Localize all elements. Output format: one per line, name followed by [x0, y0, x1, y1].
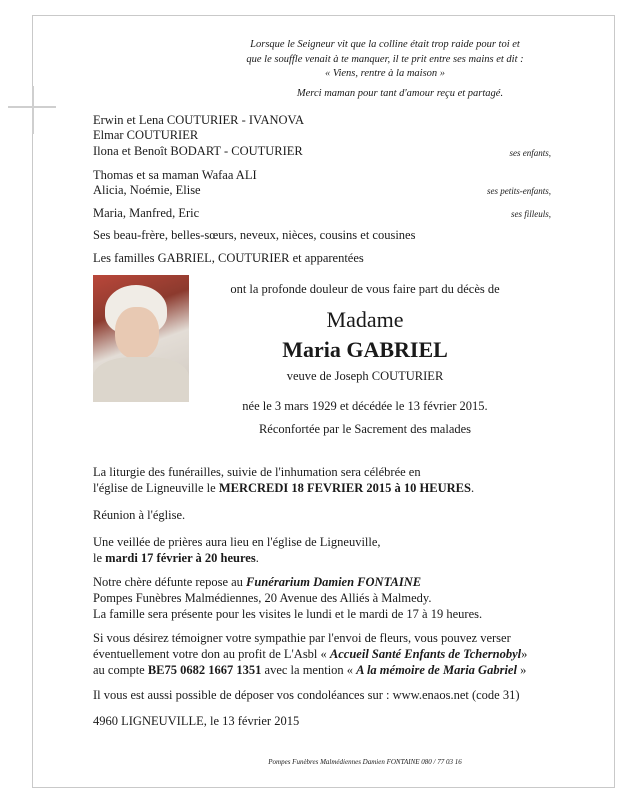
donation-line-1: Si vous désirez témoigner votre sympathie par l'envoi de fleurs, vous pouvez verser — [93, 631, 511, 645]
widow-line: veuve de Joseph COUTURIER — [286, 369, 444, 383]
meeting-line: Réunion à l'église. — [93, 508, 186, 522]
portrait-photo — [93, 275, 189, 402]
deceased-title: Madame — [326, 307, 404, 332]
family-line-4: Thomas et sa maman Wafaa ALI — [93, 168, 257, 182]
vigil-line-1: Une veillée de prières aura lieu en l'église de Ligneuville, — [93, 535, 381, 549]
liturgy-line-2: l'église de Ligneuville le MERCREDI 18 FEVRIER 2015 à 10 HEURES. — [93, 481, 475, 495]
poem-quote — [210, 38, 560, 82]
donation-line-3: au compte BE75 0682 1667 1351 avec la mention « A la mémoire de Maria Gabriel » — [93, 663, 527, 677]
family-line-8: Les familles GABRIEL, COUTURIER et apparentées — [93, 251, 364, 265]
rest-line-3: La famille sera présente pour les visites le lundi et le mardi de 17 à 19 heures. — [93, 607, 483, 621]
liturgy-line-1: La liturgie des funérailles, suivie de l'inhumation sera célébrée en — [93, 465, 421, 479]
funeral-home-footer: Pompes Funèbres Malmédiennes Damien FONTAINE 080 / 77 03 16 — [268, 758, 462, 766]
deceased-name: Maria GABRIEL — [282, 337, 448, 362]
family-line-6: Maria, Manfred, Eric — [93, 206, 200, 220]
rest-line-1: Notre chère défunte repose au Funérarium Damien FONTAINE — [93, 575, 422, 589]
quote-line-2: que le souffle venait à te manquer, il te prit entre ses mains et dit : — [246, 53, 524, 65]
family-line-5: Alicia, Noémie, Elise — [93, 183, 201, 197]
sacrament-line: Réconfortée par le Sacrement des malades — [258, 422, 472, 436]
family-line-1: Erwin et Lena COUTURIER - IVANOVA — [93, 113, 304, 127]
thanks-line: Merci maman pour tant d'amour reçu et partagé. — [296, 88, 504, 99]
relation-grandchildren: ses petits-enfants, — [487, 186, 551, 196]
announcement-intro: ont la profonde douleur de vous faire part du décès de — [230, 282, 500, 296]
family-line-2: Elmar COUTURIER — [93, 128, 199, 142]
rest-line-2: Pompes Funèbres Malmédiennes, 20 Avenue des Alliés à Malmedy. — [93, 591, 432, 605]
condolences-line: Il vous est aussi possible de déposer vos condoléances sur : www.enaos.net (code 31) — [93, 688, 520, 702]
vigil-line-2: le mardi 17 février à 20 heures. — [93, 551, 259, 565]
place-date-line: 4960 LIGNEUVILLE, le 13 février 2015 — [93, 714, 300, 728]
cross-icon — [32, 86, 34, 134]
quote-line-1: Lorsque le Seigneur vit que la colline était trop raide pour toi et — [250, 39, 520, 50]
family-line-3: Ilona et Benoît BODART - COUTURIER — [93, 144, 303, 158]
donation-line-2: éventuellement votre don au profit de L'Asbl « Accueil Santé Enfants de Tchernobyl» — [93, 647, 528, 661]
relation-children: ses enfants, — [509, 148, 551, 158]
birth-death-dates: née le 3 mars 1929 et décédée le 13 février 2015. — [242, 399, 488, 413]
relation-godchildren: ses filleuls, — [511, 209, 551, 219]
family-line-7: Ses beau-frère, belles-sœurs, neveux, nièces, cousins et cousines — [93, 228, 416, 242]
quote-line-3: « Viens, rentre à la maison » — [324, 68, 446, 79]
cross-icon-bar — [8, 106, 56, 108]
